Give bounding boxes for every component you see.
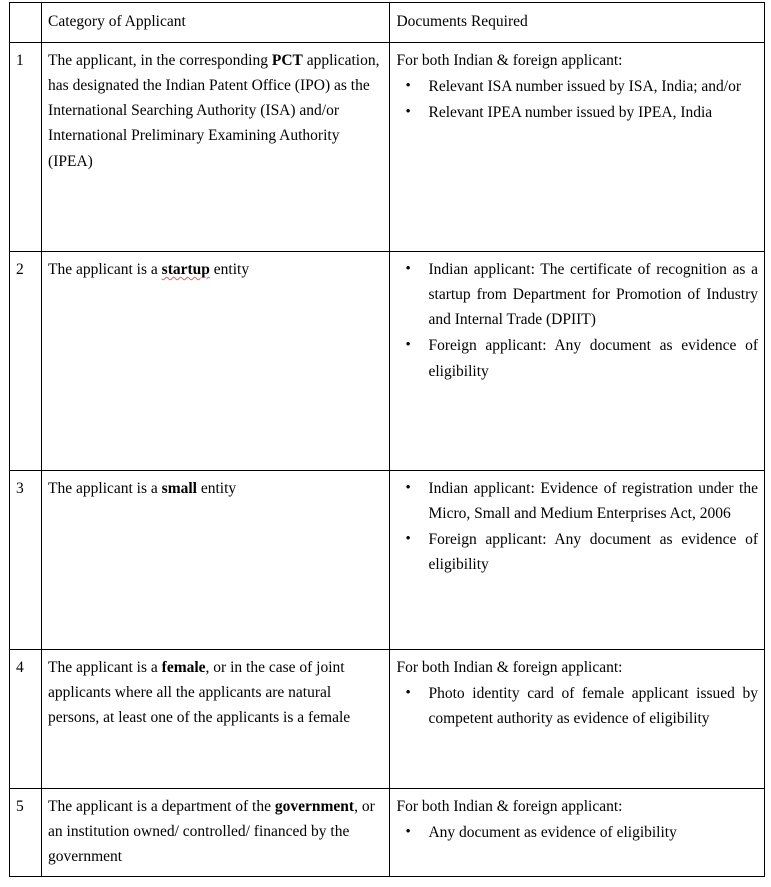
category-text-c: , or in the case of joint applicants where all the applicants are natural persons, at least one of the applicants is a female	[48, 659, 351, 727]
row-documents	[390, 789, 765, 877]
documents-bullet-list	[396, 257, 758, 384]
list-item: • Photo identity card of female applicant issued by competent authority as evidence of eligibility	[396, 681, 758, 731]
row-number: 5	[10, 789, 42, 877]
row-category	[42, 43, 390, 252]
row-category	[42, 650, 390, 789]
documents-lead: For both Indian & foreign applicant:	[396, 659, 623, 677]
header-documents: Documents Required	[390, 3, 765, 43]
table-row	[10, 471, 765, 650]
list-item: • Relevant IPEA number issued by IPEA, India	[396, 100, 758, 125]
list-item: • Indian applicant: Evidence of registration under the Micro, Small and Medium Enterprises Act, 2006	[396, 476, 758, 526]
header-number	[10, 3, 42, 43]
category-text-a: The applicant, in the corresponding	[48, 52, 272, 70]
row-documents	[390, 471, 765, 650]
category-text-emphasis: small	[161, 480, 197, 498]
category-text-c: entity	[209, 261, 250, 279]
category-text-emphasis: government	[274, 798, 355, 816]
row-category	[42, 471, 390, 650]
category-text-a: The applicant is a	[48, 261, 162, 279]
row-category	[42, 789, 390, 877]
list-item: • Indian applicant: The certificate of recognition as a startup from Department for Promotion of Industry and Internal Trade (DPIIT)	[396, 257, 758, 332]
applicant-category-table	[9, 2, 765, 877]
category-text-c: entity	[196, 480, 237, 498]
table-header-row	[10, 3, 765, 43]
category-text-emphasis: PCT	[271, 52, 303, 70]
row-number: 1	[10, 43, 42, 252]
documents-lead: For both Indian & foreign applicant:	[396, 52, 623, 70]
table-row	[10, 789, 765, 877]
row-number: 3	[10, 471, 42, 650]
row-category	[42, 252, 390, 471]
category-text-emphasis: female	[161, 659, 206, 677]
table-row	[10, 650, 765, 789]
category-text-a: The applicant is a department of the	[48, 798, 275, 816]
category-text-emphasis: startup	[161, 261, 210, 279]
documents-bullet-list	[396, 681, 758, 731]
category-text-c: application, has designated the Indian Patent Office (IPO) as the International Searching Authority (ISA) and/or International Preliminary Examining Authority (IPEA)	[48, 52, 380, 170]
category-text-a: The applicant is a	[48, 659, 162, 677]
documents-bullet-list	[396, 74, 758, 125]
documents-bullet-list	[396, 820, 758, 845]
category-text-a: The applicant is a	[48, 480, 162, 498]
list-item: • Foreign applicant: Any document as evidence of eligibility	[396, 333, 758, 383]
table-row	[10, 43, 765, 252]
documents-lead: For both Indian & foreign applicant:	[396, 798, 623, 816]
list-item: • Foreign applicant: Any document as evidence of eligibility	[396, 527, 758, 577]
documents-bullet-list	[396, 476, 758, 577]
row-number: 4	[10, 650, 42, 789]
list-item: • Any document as evidence of eligibility	[396, 820, 758, 845]
category-text-c: , or an institution owned/ controlled/ financed by the government	[48, 798, 375, 866]
row-number: 2	[10, 252, 42, 471]
header-category: Category of Applicant	[42, 3, 390, 43]
table-row	[10, 252, 765, 471]
row-documents	[390, 650, 765, 789]
list-item: • Relevant ISA number issued by ISA, India; and/or	[396, 74, 758, 99]
row-documents	[390, 252, 765, 471]
row-documents	[390, 43, 765, 252]
